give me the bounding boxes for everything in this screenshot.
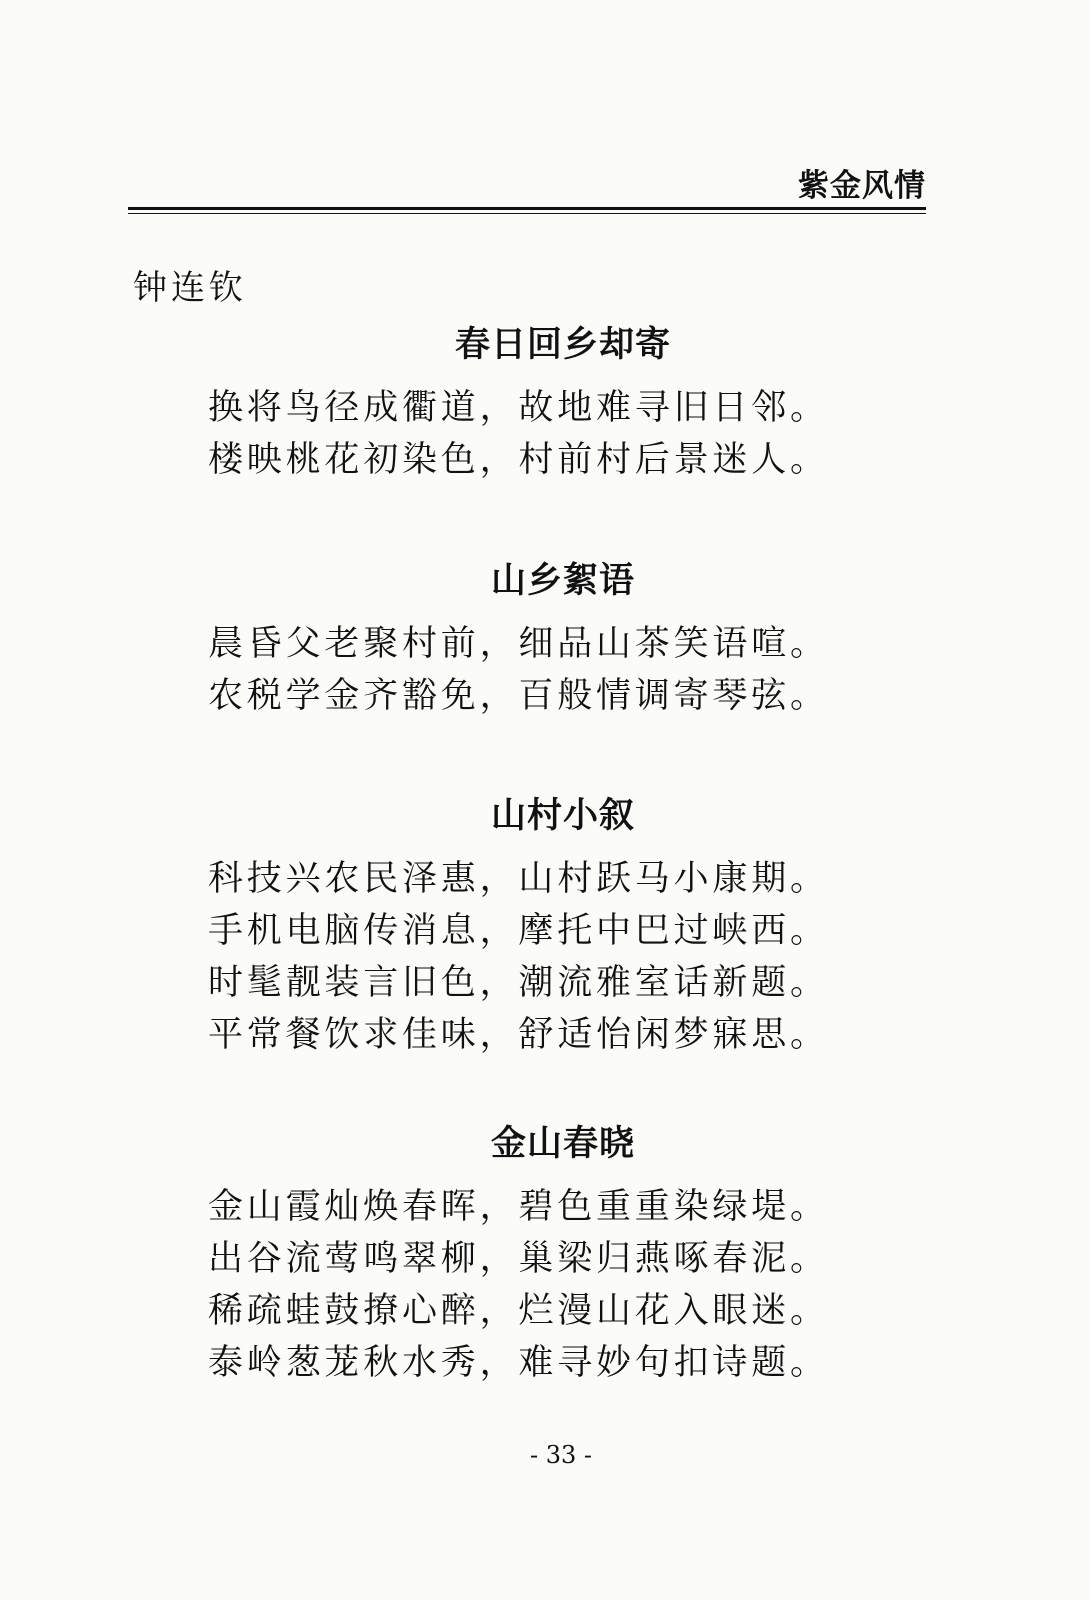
poem-line: 科技兴农民泽惠，山村跃马小康期。 [208,859,829,899]
poem-1 [0,322,1090,486]
poem-body [208,1181,1090,1389]
poem-title: 山乡絮语 [490,560,635,601]
poem-line: 手机电脑传消息，摩托中巴过峡西。 [208,911,829,951]
author-name: 钟连钦 [133,268,247,308]
poem-line: 平常餐饮求佳味，舒适怡闲梦寐思。 [208,1015,829,1055]
poem-title: 金山春晓 [490,1123,635,1164]
poem-title: 山村小叙 [490,795,635,836]
poem-line: 泰岭葱茏秋水秀，难寻妙句扣诗题。 [208,1343,829,1383]
poem-2 [0,558,1090,722]
header-title: 紫金风情 [798,168,926,204]
poem-body [208,382,1090,486]
poem-line: 换将鸟径成衢道，故地难寻旧日邻。 [208,388,829,428]
poem-line: 时髦靓装言旧色，潮流雅室话新题。 [208,963,829,1003]
header-rule [128,207,926,210]
poem-title: 春日回乡却寄 [454,324,671,365]
page-number: - 33 - [529,1441,592,1469]
poem-line: 金山霞灿焕春晖，碧色重重染绿堤。 [208,1187,829,1227]
poem-body [208,853,1090,1061]
poem-body [208,618,1090,722]
header-rule-thin [128,213,926,214]
poem-4 [0,1121,1090,1389]
running-header [128,166,926,216]
poem-line: 农税学金齐豁免，百般情调寄琴弦。 [208,676,829,716]
poem-line: 稀疏蛙鼓撩心醉，烂漫山花入眼迷。 [208,1291,829,1331]
poem-3 [0,793,1090,1061]
poem-line: 出谷流莺鸣翠柳，巢梁归燕啄春泥。 [208,1239,829,1279]
poem-line: 楼映桃花初染色，村前村后景迷人。 [208,440,829,480]
poem-line: 晨昏父老聚村前，细品山茶笑语喧。 [208,624,829,664]
